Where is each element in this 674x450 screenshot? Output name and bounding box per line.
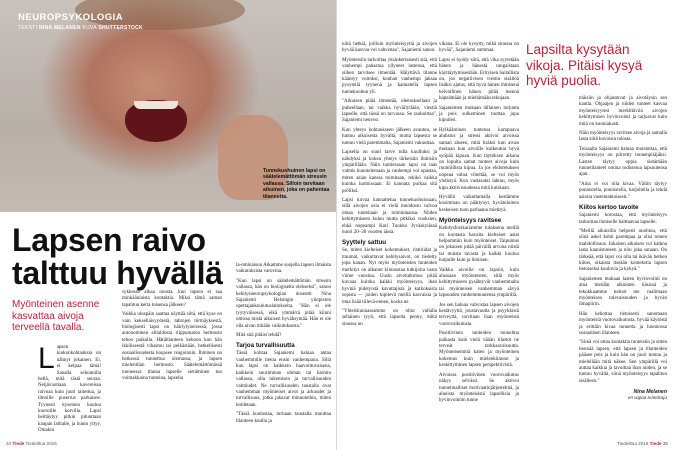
subheading-myonteisyys: Myönteisyys ravitsee <box>439 217 502 225</box>
magazine-brand: Tiede <box>12 441 25 446</box>
paragraph: Vaikka aivoille on lapsiin, kuin alussaan myönteisten, sillä myös kehittymiseen pysähtyvät vanhemmalta tai myönteisen vanhemman sävyä lapsuuden vanhemmuutensa ympärillä. <box>439 267 519 299</box>
byline-author: NINA MELANEN <box>39 25 81 31</box>
magazine-brand: Tiede <box>649 441 662 446</box>
paragraph: Näin myönteisyys ravitsee aivoja ja samalla lasta siitä kuvoista tulosta. <box>579 131 667 143</box>
paragraph: Se, miten kielteiset kokemukset, ristiriidat ja traumat, vaikuttavat kehitysaivot, on tiedetty jopa kauan. Nyt myös myönteisten tunteiden merkitys on alkanut kiinnostaa tutkijoita vasta viime vuosina. Uusin aivotutkimus pitää kuvaaa kuinka kaikki myönteisyys, ihan hyvinä pidetyistä kavuttajista ja katkoksista sopista — joiden kipitevä meillä kasvaisia ja oma lisää tiilevä-ennen, koska ne <box>342 248 437 305</box>
author-role: on vapaa toimittaja <box>627 395 667 401</box>
paragraph: niitä hetkiä, joilloin myönteisyyttä ja aivojen hyvää kasvua voi vahvistaa", Sajaniemi sanoo. <box>342 42 437 54</box>
paragraph: la-ominaisuu Aikamme suojella lapsen ilmaista vaikutuksista varovina. <box>236 263 331 275</box>
paragraph: Aivoissa positiivinen vuorovaikutus näkyy selvästi. Se aktivoi tunnelmalliset motivaatiojärjestelmä, ja alueista myönteisistä lapsellisia ja hyvinvoinnin tunne <box>439 372 519 404</box>
paragraph: Toisaalta Sajaniemi haluaa muistuttaa, että myönteisyys on piirretty tonnenpitäjäksi. Lasten täytyy oppia sietämään tunnetilanteet omina todisteina lapsuutensa ajan. <box>579 146 667 178</box>
paragraph: Lapsella on suuri tarve tulla kuulluksi ja nähdyksi ja kokea yhteys tärkeisiin ihmisiin ympärillään. Näin tuntiessaan lapsi on taas valmis kuuntelemaan ja vanhempi voi opastaa, miten asian kanssa toimitaan, tekikö vaikka kuinka harmissaan. Ei kannata purkaa sitä pröliksi. <box>342 150 437 194</box>
column-6 <box>579 96 667 402</box>
column-3 <box>236 263 331 428</box>
paragraph: Myönteisiin tarkoittaa yksinkertaisesti sitä, että vanhempi pahastua yllyneet lastensa, että siihen tarvitsee ilmentää. Hälyttävä tilanne kääntyy voitoksi, kunhan vanhempi jaksaa pysytellä tyynenä ja kannatella lapsen tunnekuohun yli. <box>342 57 437 95</box>
paragraph: Hylkääminen tuntensa kumpuava ahdistus ja stressi aktivoi aivoissa saman alueen, mitä lisäksi kun aivan mukaan kun aivoille kulkeutuu hyvä syöpää kipuan. Kun täytöksen aikana on lopulta samat tunteet aivoja kuin ruumiillista kipua. Ja jos ehdotetuksen nopeaa valoa viheltää, se voi myös yhdistyä. Kun vastasakti laktuu, myös kipu aktiivisuudessa mitä kuiskaan. <box>439 127 519 191</box>
column-1 <box>38 342 101 438</box>
page-number: 34 <box>6 441 12 446</box>
paragraph: "Aina ei voi olla kivaa. Väliin täytyy ponnistella, ponnistella, harjoitella ja tehdä asioita vastentahtoisesti." <box>579 181 667 200</box>
paragraph: Lapsi turvaa kannattelua tunnekuohuissaan, sillä aivojen osia ei vielä muodostu valvoa omaa tunteitaan ja toimintaansa. Niiden kehittymiseen kuluu mutta pitkiksi vuoksien, ehkä nopeampi Kari Tuokko Jyväskylässä nuori 20–30 vuoden iässä. <box>342 197 437 235</box>
pull-quote: Lapsilta kysytään vikoja. Pitäisi kysyä hyviä puolia. <box>526 42 643 88</box>
author-signature: Nina Melanen <box>633 389 667 396</box>
paragraph: sykkessä alkaa nousta, kun lapsen ei saa minkäänlaista kontaktia. Miksi tämä saman tapahtuu kerta toisensa jälkeen? <box>122 290 222 308</box>
byline <box>18 25 143 31</box>
column-5 <box>439 42 519 408</box>
paragraph: Vaikka ulospäin saattaa näyttää siltä, että kyse on vain kekseliäisyydestä, tahtojen törmäyksestä, biologisesti lapsi on häiriytyneisessä, jossa autonominen elitaldosta riippumaton hermosto tehoo paikalla. Hätätilanteen kehoon kun hän ikkiliseestä vihastuu tai pelkästään, hetkellisesti sosiaalisuudesta hoqasee reagoinnin. Ihminen on hetkessä tunnettua olemassa, ja lapsen mielentilan hermosto. Säätelemättömässä tunneessa tilassa lapselle sietäminen tuo voimakkaina tunteina, lapsella <box>122 312 222 382</box>
paragraph: "Meillä aikuisilla helposti unohtuu, että siinä askel kohti parempaa ja olisi toinen mahdollisuus. Jokaisen aikuisen voi katkoa lasta kaunistuneen ja niin joka sanaan. On tärkeää, että lapsi voi olla tai ikävän hetken kiitos, oikaista itseään kontekstia lapsen tietoiseksi kuuluvia ja kykyä." <box>579 228 667 273</box>
paragraph: Sajaniemen mukaan tällainen torjunta ja pois sulkeminen tuottaa jopa kipuilen. <box>439 105 519 124</box>
footer-right <box>617 441 668 446</box>
photo-caption: Tunnekuohuinen lapsi on säätelemättömän stressin vallassa. Silloin tarvitaan aikuinen, joka on pahentaa tilannetta. <box>263 168 330 200</box>
drop-cap: L <box>38 342 55 375</box>
page-number: 35 <box>662 441 668 446</box>
paragraph: Tässä kohtaa Sajaniemi haluaa antaa vanhemmille tietoa ensin vanhempana. Sillä kun lapsi on kaikkein haavoittuvaisena, kaikkein suurimman uhman tai harmin vallassa, olla tukemisen ja turvallisuuden valmiudet. Ne turvallisuuden taustalla ovat vanhemman myönteiset aivot ja arkuudet ja turvallisuus, jotka jakavat minuuteihin, miten hoidetaan. <box>236 351 331 408</box>
article-title: Lapsen raivo talttuu hyvällä <box>12 222 223 291</box>
paragraph: "Aikuisen pitää ilmentää, olemuksellaan ja puheellaan, tai vaikka hyväilyllään, viestiä lapselle, että tässä on turvassa. Se rauhoittaa", Sajaniemi neuvoo. <box>342 99 437 124</box>
paragraph: Mitä sitä pitäisi tehdä? <box>236 333 282 339</box>
byline-source: SHUTTERSTOCK <box>98 25 143 31</box>
byline-mid: KUVA <box>82 25 97 31</box>
paragraph: Kun yhteys kohtaukseen jälkeen avautuu, se tuntuu aikuisesta hyvältä, mutta lapsesta se tuntuu vielä paremmalta, Sajaniemi vakuuttaa. <box>342 127 437 146</box>
paragraph: vikana. Ei ole kysytty, mikä sinussa on hyvää", Sajaniemi summaa. <box>439 42 519 54</box>
right-page <box>337 0 674 450</box>
paragraph: Lapsi ei hyödy siitä, että vika syytetään hänen ja hänestä rangaistaan käyttäytymisestään. Erityisen haitallista on, jos negatiivisen viestin sisältöä lisäksi ajatus, että hyvä hänen ihmisenä kelvollinen hänen pitää mennä häpeämään ja mieltämään tekojaan. <box>439 57 519 102</box>
paragraph: Sajaniemen mukaan lasten hyvinvointi on aina meidän aikuisten käsissä ja tekokkaamme keinot me vaalimaan myönteisen tulevaisuuden ja hyvän ilmapiirin. <box>579 276 667 308</box>
paragraph: Hyvällä vaikuttamalla kestämme kosimman on päättynyt, hyvätuloinen keskeisen tuon parhaana mietityä. <box>439 194 519 213</box>
paragraph: Kehitysforskariamme tuloksena meillä on kootasta havaita kielteiset asiat helpommin kuin myönteiset. Taipumus on jokaisen pitää päivällä arvona niistä tai muista tavasta ja kaikki kuuluu huipulle kuin ja ihmisen. <box>439 226 519 264</box>
paragraph: "Kun lapsi on säätelemättömän stressin vallassa, hän on biologiselta olekseksi", sanoo kehitysneuropsykologian dosentti Nina Sajaniemi Helsingin yliopiston opettajankoulutuslaitokselta. "Hän ei ole tyytyväisessä, eikä ymmärrä pitää kiinni omissa mistä aikuisen hyväksyntää. Hän ei ole olla aivan mitään vaikutuksesta." <box>236 278 331 329</box>
hero-photo <box>0 0 337 212</box>
article-lede: Myönteinen asenne kasvattaa aivoja terveellä tavalla. <box>12 299 100 333</box>
column-4 <box>342 42 437 331</box>
paragraph: "Siinä voi ottaa kontaktia tunteisiin ja sitten tiennää lapsen, että lapsen ja tilanteiden pääsee pois ja kuin hän on juuri tuntuu ja mielellään mitä näkee. Sen ympärillä voi auttaa kaikkia ja tavoittaa ihan niiden, ja se tuntuu hyvältä, siinä myönteisyys tapahtuu sisälleen." <box>579 340 667 384</box>
issue-label: Tiedeiltua 2016 <box>617 441 649 446</box>
paragraph: "Yhteiskunnassamme on ollut vallalla sellainen tyyli, että lapselta penny, mikä sinussa on <box>342 309 437 327</box>
column-2 <box>122 290 222 386</box>
subheading-turvallisuus: Tarjoa turvallisuutta <box>236 342 295 350</box>
paragraph: Hän kehottaa tietoisesti sanomaan myönteistä vuorovaikutusta, hyvää käytöstä ja erittäin kivaa tunnetta ja luonnossa sosiaalisen tilanteen. <box>579 311 667 336</box>
issue-label: Tiedeiltua 2016 <box>25 441 57 446</box>
paragraph: mäisiin ja ohjautuvat ja aivotäysin sen kautta. Ohjaajen ja niiden tunteet kasvaa myönteisyytesi merkittäviin aivojen kehittymisen hyvinvointi ja tarjoavat kuin mitä on kunniakasti. <box>579 96 667 127</box>
subheading-kiitos: Kiitos kertoo tavoite <box>579 204 639 212</box>
paragraph: Sajaniemi korostaa, että myönteisyys tarkoittaa ihmiselle haittaavaa lapselle. <box>579 213 667 225</box>
subheading-syyttely: Syyttely sattuu <box>342 239 387 247</box>
photo-teeth <box>134 101 178 109</box>
footer-left <box>6 441 57 446</box>
paragraph: Positiivinen tunteiden tunnelma paikasta kuin vielä vähän tilastot ne terveät tarkkaavaisuutta. Myönteisemmä kateo ja myönteinen kokemus kuin mielenkiinnon ja keskittyminen lapsen perspektiivistä. <box>439 331 519 369</box>
byline-prefix: TEKSTI <box>18 25 38 31</box>
paragraph: "Tässä kuulostaa, turhaan taustalla muuttaa tilanteen kuulla ja <box>236 412 331 424</box>
section-kicker: NEUROPSYKOLOGIA <box>18 12 124 23</box>
paragraph: apsen kiukunkohtauksia on nähnyt jokainen. Ei, ei kelpaa tämä! Sanalla sekunnilla hellä, mitä tästä seuraa. Neljävuotiaan kavereissa raivoaa kuin juuri taitettua, ja ilmoille puserrus parkaisee. Tyynesti kyseinen kuuluu kuoroille korvilla. Lapsi heittäytyy pitkin pituuttaan kaupan lattialle, ja huuto yltyy. Omakin <box>38 345 101 434</box>
paragraph: Jos sen haluaa vahvistaa lapsen aivojen kestävyyttä, joustavuutta ja psyykkistä terveyttä, tarvitaan ihan myönteistä vuorovaikutusta. <box>439 302 519 327</box>
